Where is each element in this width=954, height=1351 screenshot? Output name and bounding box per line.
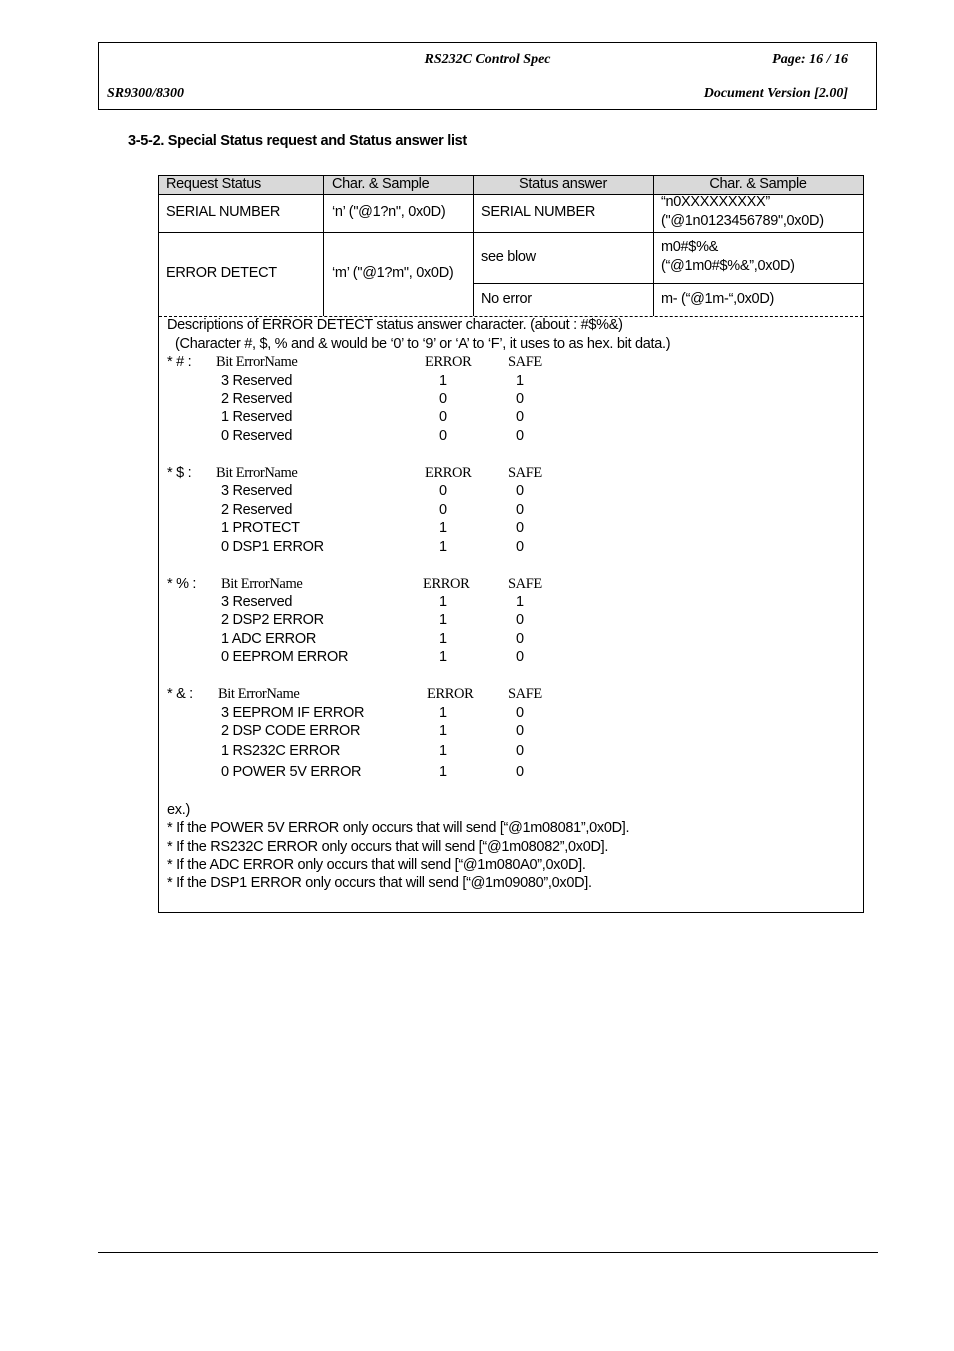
- bit-name: 1 PROTECT: [221, 520, 300, 536]
- bit-safe: 1: [516, 594, 524, 610]
- bit-name: 2 Reserved: [221, 502, 293, 518]
- bit-safe: 0: [516, 409, 524, 425]
- description-line1: Descriptions of ERROR DETECT status answer character. (about : #$%&): [167, 317, 623, 333]
- col-status-answer: Status answer: [519, 176, 607, 192]
- bit-error: 1: [439, 764, 447, 780]
- examples-label: ex.): [167, 802, 190, 818]
- bit-error: 1: [439, 631, 447, 647]
- bit-name: 0 DSP1 ERROR: [221, 539, 324, 555]
- bit-error: 1: [439, 705, 447, 721]
- bit-error: 0: [439, 409, 447, 425]
- bit-error: 0: [439, 391, 447, 407]
- row-serial-sample-line2: ("@1n0123456789",0x0D): [661, 213, 824, 229]
- col-bit-errorname: Bit ErrorName: [216, 354, 298, 370]
- col-bit-errorname: Bit ErrorName: [216, 465, 298, 481]
- bit-safe: 0: [516, 483, 524, 499]
- bit-name: 3 Reserved: [221, 483, 293, 499]
- bit-error: 1: [439, 539, 447, 555]
- group-label-ampersand: * & :: [167, 686, 193, 702]
- bit-safe: 1: [516, 373, 524, 389]
- bit-safe: 0: [516, 705, 524, 721]
- group-label-percent: * % :: [167, 576, 197, 592]
- bit-name: 0 Reserved: [221, 428, 293, 444]
- bit-safe: 0: [516, 631, 524, 647]
- col-safe: SAFE: [508, 576, 542, 592]
- bit-error: 1: [439, 612, 447, 628]
- bit-name: 1 ADC ERROR: [221, 631, 316, 647]
- col-safe: SAFE: [508, 686, 542, 702]
- document-title: RS232C Control Spec: [424, 52, 551, 67]
- col-error: ERROR: [425, 465, 472, 481]
- col-bit-errorname: Bit ErrorName: [218, 686, 300, 702]
- bit-name: 2 DSP CODE ERROR: [221, 723, 361, 739]
- bit-safe: 0: [516, 539, 524, 555]
- bit-safe: 0: [516, 502, 524, 518]
- example-line: * If the POWER 5V ERROR only occurs that will send [“@1m08081”,0x0D].: [167, 820, 630, 836]
- description-line2: (Character #, $, % and & would be ‘0’ to ‘9’ or ‘A’ to ‘F’, it uses to as hex. bit data.): [175, 336, 671, 352]
- bit-error: 1: [439, 743, 447, 759]
- col-safe: SAFE: [508, 465, 542, 481]
- bit-name: 3 EEPROM IF ERROR: [221, 705, 365, 721]
- bit-name: 2 DSP2 ERROR: [221, 612, 324, 628]
- bit-name: 1 RS232C ERROR: [221, 743, 341, 759]
- bit-error: 1: [439, 594, 447, 610]
- bit-name: 2 Reserved: [221, 391, 293, 407]
- bit-safe: 0: [516, 391, 524, 407]
- row-error-sample-a-line2: (“@1m0#$%&”,0x0D): [661, 258, 795, 274]
- col-bit-errorname: Bit ErrorName: [221, 576, 303, 592]
- col-error: ERROR: [425, 354, 472, 370]
- footer-rule: [98, 1252, 878, 1253]
- row-error-answer-a: see blow: [481, 249, 536, 265]
- page-header: [98, 42, 877, 110]
- section-title: 3-5-2. Special Status request and Status answer list: [128, 133, 467, 149]
- bit-safe: 0: [516, 612, 524, 628]
- group-label-dollar: * $ :: [167, 465, 192, 481]
- bit-error: 1: [439, 649, 447, 665]
- bit-name: 0 EEPROM ERROR: [221, 649, 349, 665]
- model-name: SR9300/8300: [107, 86, 185, 101]
- col-safe: SAFE: [508, 354, 542, 370]
- col-char-sample: Char. & Sample: [332, 176, 430, 192]
- bit-name: 0 POWER 5V ERROR: [221, 764, 362, 780]
- bit-error: 1: [439, 723, 447, 739]
- bit-safe: 0: [516, 743, 524, 759]
- row-serial-request: SERIAL NUMBER: [166, 204, 281, 220]
- bit-safe: 0: [516, 520, 524, 536]
- document-version: Document Version [2.00]: [703, 86, 848, 101]
- bit-safe: 0: [516, 428, 524, 444]
- example-line: * If the RS232C ERROR only occurs that will send [“@1m08082”,0x0D].: [167, 839, 609, 855]
- example-line: * If the ADC ERROR only occurs that will send [“@1m080A0”,0x0D].: [167, 857, 586, 873]
- bit-name: 3 Reserved: [221, 594, 293, 610]
- row-error-request: ERROR DETECT: [166, 265, 277, 281]
- row-error-char: ‘m’ ("@1?m", 0x0D): [332, 265, 454, 281]
- bit-error: 1: [439, 373, 447, 389]
- row-error-sample-b: m- (“@1m-“,0x0D): [661, 291, 775, 307]
- group-label-hash: * # :: [167, 354, 192, 370]
- col-error: ERROR: [427, 686, 474, 702]
- bit-safe: 0: [516, 764, 524, 780]
- bit-error: 1: [439, 520, 447, 536]
- row-error-answer-b: No error: [481, 291, 532, 307]
- col-request-status: Request Status: [166, 176, 261, 192]
- col-error: ERROR: [423, 576, 470, 592]
- bit-safe: 0: [516, 649, 524, 665]
- row-serial-answer: SERIAL NUMBER: [481, 204, 596, 220]
- row-serial-char: ‘n’ ("@1?n", 0x0D): [332, 204, 446, 220]
- bit-error: 0: [439, 428, 447, 444]
- bit-name: 1 Reserved: [221, 409, 293, 425]
- example-line: * If the DSP1 ERROR only occurs that will send [“@1m09080”,0x0D].: [167, 875, 592, 891]
- page-number: Page: 16 / 16: [772, 52, 848, 67]
- bit-error: 0: [439, 502, 447, 518]
- bit-name: 3 Reserved: [221, 373, 293, 389]
- error-detect-description: [158, 316, 864, 913]
- bit-safe: 0: [516, 723, 524, 739]
- bit-error: 0: [439, 483, 447, 499]
- row-error-sample-a-line1: m0#$%&: [661, 239, 719, 255]
- col-answer-char-sample: Char. & Sample: [709, 176, 807, 192]
- row-serial-sample-line1: “n0XXXXXXXXX”: [661, 194, 770, 210]
